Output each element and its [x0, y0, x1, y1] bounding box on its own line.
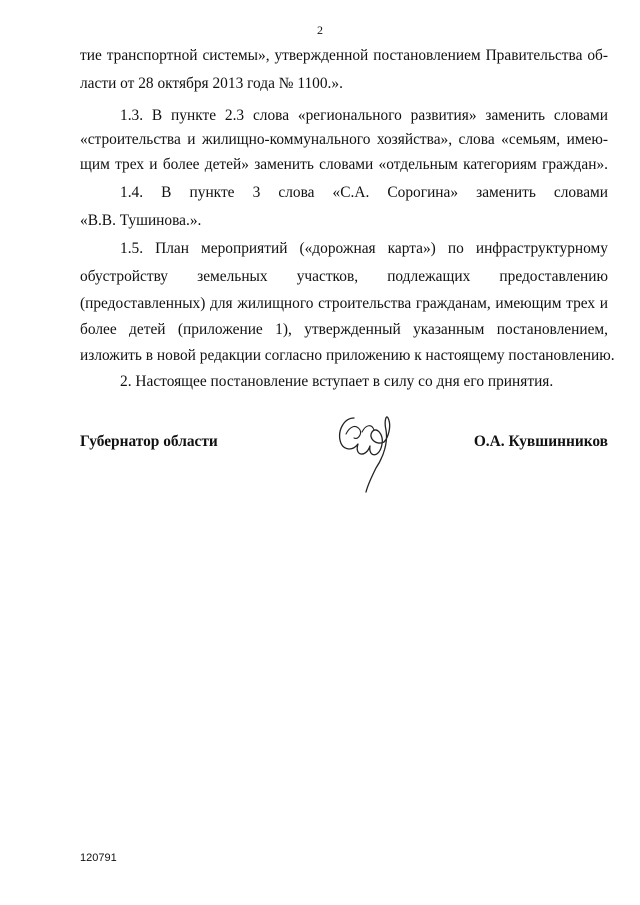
signatory-name: О.А. Кувшинников [473, 433, 608, 450]
page-number: 2 [317, 23, 323, 37]
paragraph-1-5-line: 1.5. План мероприятий («дорожная карта») по инфраструктурному [120, 240, 608, 257]
body-line: тие транспортной системы», утвержденной постановлением Правительства об- [80, 47, 608, 64]
body-line: «В.В. Тушинова.». [80, 212, 202, 229]
body-line: изложить в новой редакции согласно приложению к настоящему постановлению. [80, 347, 615, 364]
document-code: 120791 [80, 852, 117, 864]
body-line: ласти от 28 октября 2013 года № 1100.». [80, 75, 343, 92]
body-line: (предоставленных) для жилищного строительства гражданам, имеющим трех и [80, 295, 608, 312]
body-line: щим трех и более детей» заменить словами «отдельным категориям граждан». [80, 156, 608, 173]
paragraph-1-4-line: 1.4. В пункте 3 слова «С.А. Сорогина» заменить словами [120, 184, 608, 201]
paragraph-2-line: 2. Настоящее постановление вступает в силу со дня его принятия. [120, 373, 554, 390]
body-line: «строительства и жилищно-коммунального хозяйства», слова «семьям, имею- [80, 131, 608, 148]
handwritten-signature [332, 412, 398, 494]
body-line: более детей (приложение 1), утвержденный указанным постановлением, [80, 321, 608, 338]
paragraph-1-3-line: 1.3. В пункте 2.3 слова «регионального развития» заменить словами [120, 107, 608, 124]
body-line: обустройству земельных участков, подлежащих предоставлению [80, 268, 608, 285]
signatory-title: Губернатор области [80, 433, 218, 450]
